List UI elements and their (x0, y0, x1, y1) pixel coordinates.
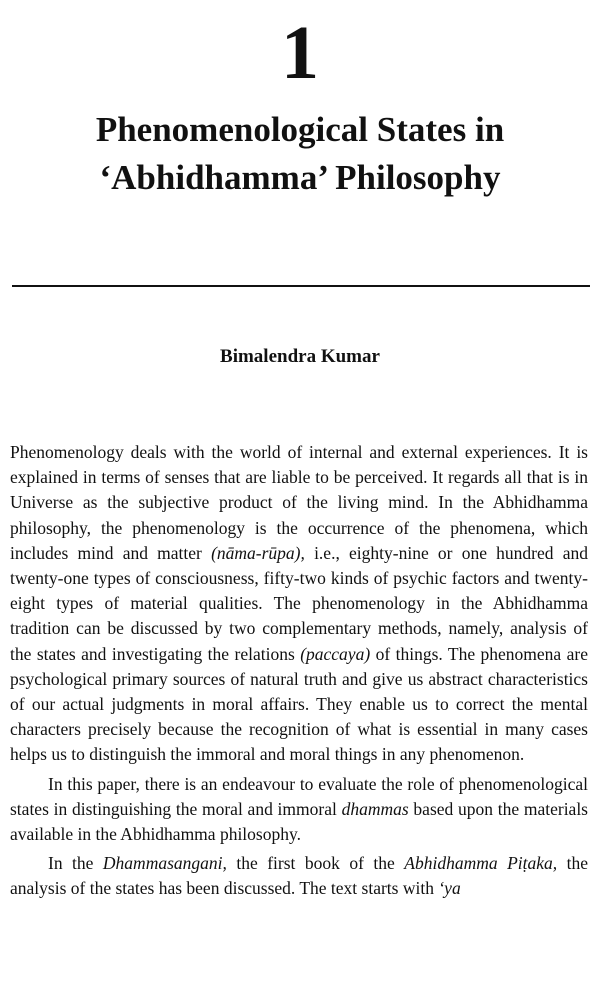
paragraph-1-text-e: of things. The phenomena are psychological primary sources of natural truth and give us abstract characteristics of our actual judgments in moral affairs. They enable us to correct the mental characters precisely because the recognition of what is essential in many cases helps us to distinguish the immoral and moral things in any phenomenon. (10, 643, 588, 765)
chapter-number: 1 (281, 11, 319, 95)
chapter-title-line-2: ‘Abhidhamma’ Philosophy (99, 158, 501, 197)
horizontal-rule (12, 285, 590, 287)
author-name: Bimalendra Kumar (220, 346, 380, 367)
paragraph-1-italic-nama-rupa: (nāma-rūpa), (211, 542, 305, 563)
paragraph-3-italic-abhidhamma-pitaka: Abhidhamma Piṭaka, (404, 853, 558, 874)
paragraph-3-text-a: In the (48, 853, 103, 874)
paragraph-3-text-c: the first book of the (226, 853, 405, 874)
chapter-title (0, 106, 600, 202)
paragraph-3-text-e: the analysis of the states has been discussed. The text starts with (10, 853, 588, 899)
paragraph-2 (10, 772, 588, 848)
paragraph-3 (10, 851, 588, 901)
paragraph-1-italic-paccaya: (paccaya) (300, 643, 371, 664)
body-text (10, 440, 588, 902)
paragraph-2-italic-dhammas: dhammas (341, 798, 409, 819)
paragraph-1-text-a: Phenomenology deals with the world of internal and external experiences. It is explained in terms of senses that are liable to be perceived. It regards all that is in Universe as the subjective product of the living mind. In the Abhidhamma philosophy, the phenomenology is the occurrence of the phenomena, which includes mind and matter (10, 442, 588, 563)
paragraph-3-italic-dhammasangani: Dhammasangani, (102, 853, 227, 874)
paragraph-2-text-a: In this paper, there is an endeavour to evaluate the role of phenomenological states in distinguishing the moral and immoral (10, 773, 588, 819)
chapter-title-line-1: Phenomenological States in (95, 110, 505, 149)
paragraph-2-text-c: based upon the materials available in the Abhidhamma philosophy. (10, 798, 588, 845)
paragraph-1-text-c: i.e., eighty-nine or one hundred and twenty-one types of consciousness, fifty-two kinds of psychic factors and twenty-eight types of material qualities. The phenomenology in the Abhidhamma tradition can be discussed by two complementary methods, namely, analysis of the states and investigating the relations (10, 542, 588, 664)
paragraph-3-italic-ya: ‘ya (438, 878, 461, 899)
paragraph-1 (10, 440, 588, 768)
